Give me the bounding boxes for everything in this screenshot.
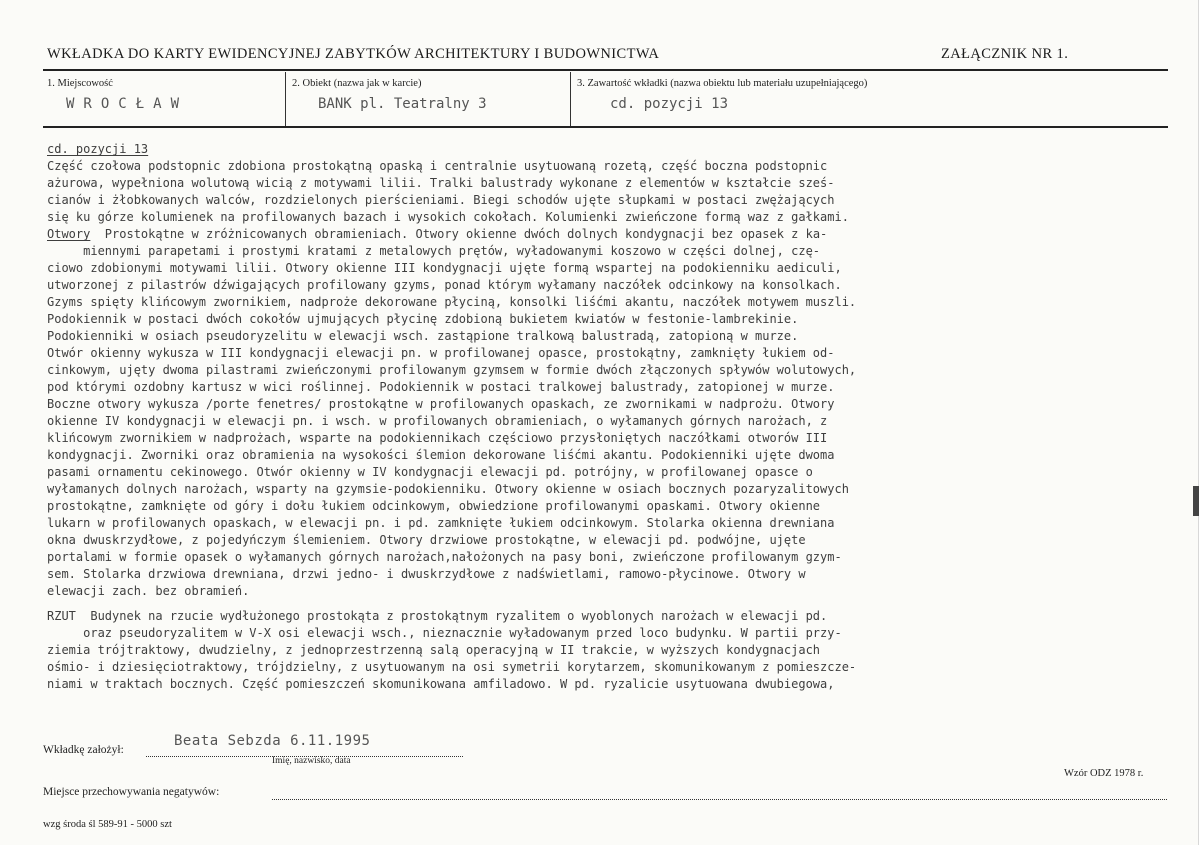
attachment-number: ZAŁĄCZNIK NR 1. xyxy=(941,46,1069,62)
header-rule-top xyxy=(43,69,1168,71)
paragraph-gap xyxy=(47,600,1167,608)
text-line: cinkowym, ujęty dwoma pilastrami zwieńczonymi profilowanym gzymsem w formie dwóch złączonych spływów wolutowych, xyxy=(47,363,857,377)
place-label: 1. Miejscowość xyxy=(47,78,113,89)
text-line: sem. Stolarka drzwiowa drewniana, drzwi jedno- i dwuskrzydłowe z nadświetlami, ramowo-płycinowe. Otwory w xyxy=(47,567,806,581)
text-line: Otwór okienny wykusza w III kondygnacji elewacji pn. w profilowanej opasce, prostokątny, zamknięty łukiem od- xyxy=(47,346,835,360)
text-line: miennymi parapetami i prostymi kratami z metalowych prętów, wyładowanymi koszowo w części dolnej, czę- xyxy=(47,244,821,258)
description-text xyxy=(47,141,1167,693)
section-heading: cd. pozycji 13 xyxy=(47,142,149,156)
negatives-label: Miejsce przechowywania negatywów: xyxy=(43,786,220,798)
otwory-first-line: Prostokątne w zróżnicowanych obramieniach. Otwory okienne dwóch dolnych kondygnacji bez opasek z ka- xyxy=(90,227,828,241)
text-line: Podokiennik w postaci dwóch cokołów ujmujących płycinę zdobioną bukietem kwiatów w festonie-lambrekinie. xyxy=(47,312,799,326)
text-line: Boczne otwory wykusza /porte fenetres/ prostokątne w profilowanych opaskach, ze zwornikami w nadprożu. Otwory xyxy=(47,397,835,411)
created-by-label: Wkładkę założył: xyxy=(43,744,124,756)
text-line: cianów i żłobkowanych walców, rozdzielonych pierścieniami. Biegi schodów ujęte słupkami w postaci zwężających xyxy=(47,193,835,207)
text-line: prostokątne, zamknięte od góry i dołu łukiem odcinkowym, obwiedzione profilowanymi opaskami. Otwory okienne xyxy=(47,499,821,513)
text-line: pod którymi ozdobny kartusz w wici roślinnej. Podokiennik w postaci tralkowej balustrady, zatopionej w murze. xyxy=(47,380,835,394)
form-model: Wzór ODZ 1978 r. xyxy=(1064,768,1144,779)
text-line: Gzyms spięty klińcowym zwornikiem, nadproże dekorowane płyciną, konsolki liśćmi akantu, naczółek motywem muszli. xyxy=(47,295,857,309)
created-by-caption: Imię, nazwisko, data xyxy=(272,756,351,766)
column-divider-1 xyxy=(285,72,286,126)
text-line: lukarn w profilowanych opaskach, w elewacji pn. i pd. zamknięte łukiem odcinkowym. Stolarka okienna drewniana xyxy=(47,516,835,530)
text-line: elewacji zach. bez obramień. xyxy=(47,584,250,598)
text-line: klińcowym zwornikiem w nadprożach, wsparte na podokiennikach częściowo przysłoniętych naczółkami otworów III xyxy=(47,431,828,445)
text-line: portalami w formie opasek o wyłamanych górnych narożach,nałożonych na pasy boni, zwieńczone profilowanym gzym- xyxy=(47,550,842,564)
text-line: się ku górze kolumienek na profilowanych bazach i wysokich cokołach. Kolumienki zwieńczone formą waz z gałkami. xyxy=(47,210,849,224)
text-line: RZUT Budynek na rzucie wydłużonego prostokąta z prostokątnym ryzalitem o wyoblonych narożach w elewacji pd. xyxy=(47,609,828,623)
text-line: okienne IV kondygnacji w elewacji pn. i wsch. w profilowanych obramieniach, o wyłamanych górnych narożach, z xyxy=(47,414,828,428)
text-line: kondygnacji. Zworniki oraz obramienia na wysokości ślemion dekorowane liśćmi akantu. Podokienniki ujęte dwoma xyxy=(47,448,835,462)
place-value: WROCŁAW xyxy=(66,96,189,112)
text-line: Podokienniki w osiach pseudoryzelitu w elewacji wsch. zastąpione tralkową balustradą, zatopioną w murze. xyxy=(47,329,799,343)
text-line: niami w traktach bocznych. Część pomieszczeń skomunikowana amfiladowo. W pd. ryzalicie usytuowana dwubiegowa, xyxy=(47,677,835,691)
text-line: ziemia trójtraktowy, dwudzielny, z jednoprzestrzenną salą operacyjną w II trakcie, w wyższych kondygnacjach xyxy=(47,643,821,657)
negatives-line xyxy=(272,799,1167,800)
object-label: 2. Obiekt (nazwa jak w karcie) xyxy=(292,78,422,89)
otwory-label: Otwory xyxy=(47,227,91,241)
text-line: ażurowa, wypełniona wolutową wicią z motywami lilii. Tralki balustrady wykonane z elementów w kształcie sześ- xyxy=(47,176,835,190)
header-rule-bottom xyxy=(43,126,1168,128)
text-line: pasami ornamentu cekinowego. Otwór okienny w IV kondygnacji elewacji pd. potrójny, w profilowanej opasce o xyxy=(47,465,813,479)
contents-label: 3. Zawartość wkładki (nazwa obiektu lub materiału uzupełniającego) xyxy=(577,78,868,89)
text-line: utworzonej z pilastrów dźwigających profilowany gzyms, ponad którym wyłamany naczółek odcinkowy na konsolkach. xyxy=(47,278,842,292)
text-line: ciowo zdobionymi motywami lilii. Otwory okienne III kondygnacji ujęte formą wspartej na podokienniku aediculi, xyxy=(47,261,842,275)
otwory-line xyxy=(47,226,1167,243)
column-divider-2 xyxy=(570,72,571,126)
text-line: oraz pseudoryzalitem w V-X osi elewacji wsch., nieznacznie wyładowanym przed loco budynku. W partii przy- xyxy=(47,626,842,640)
text-line: okna dwuskrzydłowe, z pojedyńczym ślemieniem. Otwory drzwiowe prostokątne, w elewacji pd. podwójne, ujęte xyxy=(47,533,806,547)
card-tab-mark xyxy=(1193,486,1199,516)
text-line: Część czołowa podstopnic zdobiona prostokątną opaską i centralnie usytuowaną rozetą, część boczna podstopnic xyxy=(47,159,828,173)
text-line: wyłamanych dolnych narożach, wsparty na gzymsie-podokienniku. Otwory okienne w osiach bocznych pozaryzalitowych xyxy=(47,482,849,496)
object-value: BANK pl. Teatralny 3 xyxy=(318,96,487,112)
created-by-value: Beata Sebzda 6.11.1995 xyxy=(174,733,371,749)
text-line: ośmio- i dziesięciotraktowy, trójdzielny, z usytuowanym na osi symetrii korytarzem, skomunikowanym z pomieszcze- xyxy=(47,660,857,674)
form-title: WKŁADKA DO KARTY EWIDENCYJNEJ ZABYTKÓW ARCHITEKTURY I BUDOWNICTWA xyxy=(47,46,660,62)
print-info: wzg środa śl 589-91 - 5000 szt xyxy=(43,819,172,830)
contents-value: cd. pozycji 13 xyxy=(610,96,729,112)
